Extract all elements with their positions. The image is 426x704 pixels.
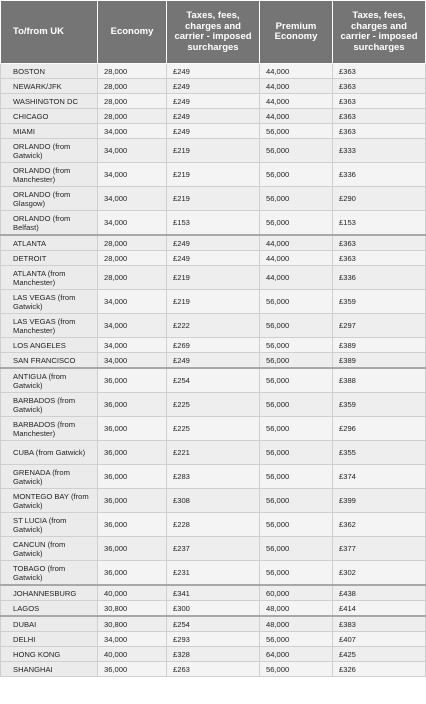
cell-economy-points: 34,000 [98, 632, 167, 647]
cell-economy-taxes: £249 [167, 251, 260, 266]
cell-premium-taxes: £363 [333, 235, 426, 251]
table-row [1, 616, 426, 632]
cell-destination: MONTEGO BAY (from Gatwick) [1, 489, 98, 513]
cell-premium-taxes: £296 [333, 417, 426, 441]
cell-premium-taxes: £336 [333, 163, 426, 187]
cell-premium-taxes: £362 [333, 513, 426, 537]
cell-economy-taxes: £249 [167, 79, 260, 94]
cell-premium-taxes: £389 [333, 338, 426, 353]
header-economy-taxes: Taxes, fees, charges and carrier - imposed surcharges [167, 1, 260, 64]
cell-premium-points: 56,000 [260, 211, 333, 236]
cell-economy-points: 36,000 [98, 368, 167, 393]
table-row [1, 314, 426, 338]
table-row [1, 94, 426, 109]
cell-destination: WASHINGTON DC [1, 94, 98, 109]
cell-destination: ORLANDO (from Belfast) [1, 211, 98, 236]
table-row [1, 513, 426, 537]
cell-premium-points: 56,000 [260, 417, 333, 441]
cell-destination: SAN FRANCISCO [1, 353, 98, 369]
cell-economy-points: 28,000 [98, 251, 167, 266]
cell-economy-points: 30,800 [98, 616, 167, 632]
table-row [1, 489, 426, 513]
cell-economy-taxes: £269 [167, 338, 260, 353]
cell-economy-points: 40,000 [98, 585, 167, 601]
cell-premium-points: 56,000 [260, 187, 333, 211]
cell-economy-points: 36,000 [98, 441, 167, 465]
cell-destination: HONG KONG [1, 647, 98, 662]
cell-economy-points: 28,000 [98, 109, 167, 124]
table-row [1, 465, 426, 489]
cell-premium-points: 56,000 [260, 632, 333, 647]
cell-destination: MIAMI [1, 124, 98, 139]
cell-premium-taxes: £363 [333, 109, 426, 124]
cell-economy-points: 34,000 [98, 290, 167, 314]
cell-economy-points: 36,000 [98, 513, 167, 537]
cell-premium-taxes: £333 [333, 139, 426, 163]
cell-premium-taxes: £359 [333, 393, 426, 417]
cell-destination: DETROIT [1, 251, 98, 266]
cell-destination: DUBAI [1, 616, 98, 632]
cell-economy-points: 36,000 [98, 561, 167, 586]
cell-premium-taxes: £389 [333, 353, 426, 369]
header-premium-taxes: Taxes, fees, charges and carrier - imposed surcharges [333, 1, 426, 64]
cell-destination: ATLANTA [1, 235, 98, 251]
table-row [1, 235, 426, 251]
cell-premium-points: 44,000 [260, 64, 333, 79]
cell-premium-taxes: £326 [333, 662, 426, 677]
cell-economy-taxes: £328 [167, 647, 260, 662]
cell-premium-points: 56,000 [260, 338, 333, 353]
table-row [1, 266, 426, 290]
cell-economy-points: 36,000 [98, 662, 167, 677]
cell-economy-points: 34,000 [98, 314, 167, 338]
table-row [1, 251, 426, 266]
cell-economy-taxes: £249 [167, 64, 260, 79]
cell-premium-points: 56,000 [260, 537, 333, 561]
cell-destination: TOBAGO (from Gatwick) [1, 561, 98, 586]
cell-premium-taxes: £297 [333, 314, 426, 338]
cell-economy-points: 28,000 [98, 79, 167, 94]
cell-destination: JOHANNESBURG [1, 585, 98, 601]
cell-destination: LAGOS [1, 601, 98, 617]
cell-destination: ST LUCIA (from Gatwick) [1, 513, 98, 537]
table-row [1, 163, 426, 187]
cell-premium-taxes: £290 [333, 187, 426, 211]
cell-destination: ORLANDO (from Glasgow) [1, 187, 98, 211]
cell-premium-points: 56,000 [260, 139, 333, 163]
cell-premium-taxes: £355 [333, 441, 426, 465]
cell-destination: BARBADOS (from Manchester) [1, 417, 98, 441]
table-row [1, 585, 426, 601]
cell-premium-points: 64,000 [260, 647, 333, 662]
cell-destination: ATLANTA (from Manchester) [1, 266, 98, 290]
cell-destination: BARBADOS (from Gatwick) [1, 393, 98, 417]
cell-economy-points: 36,000 [98, 489, 167, 513]
cell-destination: ORLANDO (from Gatwick) [1, 139, 98, 163]
cell-premium-points: 56,000 [260, 314, 333, 338]
header-economy: Economy [98, 1, 167, 64]
cell-premium-points: 44,000 [260, 94, 333, 109]
cell-economy-points: 34,000 [98, 163, 167, 187]
cell-economy-points: 28,000 [98, 64, 167, 79]
cell-premium-taxes: £363 [333, 94, 426, 109]
cell-economy-taxes: £225 [167, 417, 260, 441]
cell-economy-taxes: £249 [167, 353, 260, 369]
cell-premium-points: 56,000 [260, 393, 333, 417]
table-row [1, 338, 426, 353]
cell-premium-taxes: £336 [333, 266, 426, 290]
table-row [1, 632, 426, 647]
cell-premium-taxes: £359 [333, 290, 426, 314]
cell-economy-points: 28,000 [98, 94, 167, 109]
table-row [1, 139, 426, 163]
cell-destination: GRENADA (from Gatwick) [1, 465, 98, 489]
cell-economy-taxes: £283 [167, 465, 260, 489]
table-row [1, 662, 426, 677]
table-row [1, 109, 426, 124]
table-row [1, 647, 426, 662]
cell-premium-taxes: £383 [333, 616, 426, 632]
table-body [1, 64, 426, 677]
cell-destination: DELHI [1, 632, 98, 647]
table-row [1, 79, 426, 94]
cell-premium-taxes: £363 [333, 64, 426, 79]
cell-economy-taxes: £219 [167, 163, 260, 187]
cell-economy-taxes: £237 [167, 537, 260, 561]
cell-economy-taxes: £222 [167, 314, 260, 338]
cell-premium-points: 44,000 [260, 109, 333, 124]
cell-premium-points: 56,000 [260, 368, 333, 393]
cell-economy-points: 34,000 [98, 187, 167, 211]
cell-premium-points: 60,000 [260, 585, 333, 601]
cell-economy-taxes: £249 [167, 109, 260, 124]
cell-premium-points: 56,000 [260, 290, 333, 314]
cell-economy-taxes: £308 [167, 489, 260, 513]
cell-destination: LOS ANGELES [1, 338, 98, 353]
table-row [1, 393, 426, 417]
cell-economy-taxes: £249 [167, 124, 260, 139]
cell-destination: LAS VEGAS (from Gatwick) [1, 290, 98, 314]
cell-economy-taxes: £249 [167, 94, 260, 109]
cell-economy-taxes: £219 [167, 139, 260, 163]
cell-premium-taxes: £388 [333, 368, 426, 393]
table-row [1, 187, 426, 211]
cell-premium-points: 56,000 [260, 513, 333, 537]
table-row [1, 353, 426, 369]
cell-economy-points: 36,000 [98, 537, 167, 561]
cell-economy-points: 36,000 [98, 417, 167, 441]
cell-premium-taxes: £363 [333, 79, 426, 94]
table-row [1, 368, 426, 393]
cell-premium-points: 44,000 [260, 266, 333, 290]
cell-economy-taxes: £153 [167, 211, 260, 236]
cell-destination: ANTIGUA (from Gatwick) [1, 368, 98, 393]
cell-economy-points: 34,000 [98, 211, 167, 236]
cell-economy-taxes: £263 [167, 662, 260, 677]
cell-economy-points: 36,000 [98, 465, 167, 489]
cell-economy-points: 40,000 [98, 647, 167, 662]
table-row [1, 561, 426, 586]
cell-economy-taxes: £221 [167, 441, 260, 465]
cell-premium-points: 44,000 [260, 79, 333, 94]
cell-premium-taxes: £414 [333, 601, 426, 617]
cell-premium-points: 56,000 [260, 465, 333, 489]
cell-premium-points: 56,000 [260, 489, 333, 513]
cell-economy-taxes: £341 [167, 585, 260, 601]
cell-destination: SHANGHAI [1, 662, 98, 677]
header-row [1, 1, 426, 64]
cell-premium-points: 56,000 [260, 561, 333, 586]
cell-economy-taxes: £219 [167, 187, 260, 211]
cell-economy-taxes: £219 [167, 290, 260, 314]
table-header [1, 1, 426, 64]
cell-destination: ORLANDO (from Manchester) [1, 163, 98, 187]
cell-economy-taxes: £300 [167, 601, 260, 617]
cell-premium-taxes: £302 [333, 561, 426, 586]
table-row [1, 601, 426, 617]
cell-premium-points: 56,000 [260, 124, 333, 139]
cell-economy-points: 34,000 [98, 139, 167, 163]
cell-destination: BOSTON [1, 64, 98, 79]
cell-economy-points: 34,000 [98, 353, 167, 369]
cell-destination: CUBA (from Gatwick) [1, 441, 98, 465]
cell-destination: CANCUN (from Gatwick) [1, 537, 98, 561]
cell-economy-taxes: £293 [167, 632, 260, 647]
cell-premium-points: 56,000 [260, 353, 333, 369]
table-row [1, 64, 426, 79]
table-row [1, 417, 426, 441]
cell-destination: NEWARK/JFK [1, 79, 98, 94]
cell-premium-points: 56,000 [260, 662, 333, 677]
cell-premium-taxes: £399 [333, 489, 426, 513]
table-row [1, 441, 426, 465]
cell-premium-points: 56,000 [260, 163, 333, 187]
cell-premium-taxes: £407 [333, 632, 426, 647]
cell-economy-taxes: £254 [167, 616, 260, 632]
cell-premium-taxes: £363 [333, 124, 426, 139]
cell-premium-points: 48,000 [260, 616, 333, 632]
header-premium-economy: Premium Economy [260, 1, 333, 64]
cell-destination: CHICAGO [1, 109, 98, 124]
cell-premium-taxes: £425 [333, 647, 426, 662]
header-destination: To/from UK [1, 1, 98, 64]
cell-economy-taxes: £219 [167, 266, 260, 290]
cell-destination: LAS VEGAS (from Manchester) [1, 314, 98, 338]
cell-economy-taxes: £249 [167, 235, 260, 251]
table-row [1, 211, 426, 236]
table-row [1, 124, 426, 139]
cell-premium-points: 48,000 [260, 601, 333, 617]
cell-economy-taxes: £254 [167, 368, 260, 393]
cell-economy-points: 36,000 [98, 393, 167, 417]
cell-economy-taxes: £228 [167, 513, 260, 537]
cell-premium-taxes: £153 [333, 211, 426, 236]
cell-premium-taxes: £377 [333, 537, 426, 561]
cell-premium-taxes: £374 [333, 465, 426, 489]
cell-economy-points: 34,000 [98, 124, 167, 139]
cell-premium-points: 44,000 [260, 251, 333, 266]
cell-premium-taxes: £438 [333, 585, 426, 601]
cell-economy-points: 28,000 [98, 235, 167, 251]
cell-premium-taxes: £363 [333, 251, 426, 266]
table-row [1, 537, 426, 561]
cell-economy-taxes: £231 [167, 561, 260, 586]
cell-premium-points: 56,000 [260, 441, 333, 465]
cell-economy-points: 28,000 [98, 266, 167, 290]
table-row [1, 290, 426, 314]
cell-economy-taxes: £225 [167, 393, 260, 417]
cell-economy-points: 34,000 [98, 338, 167, 353]
cell-economy-points: 30,800 [98, 601, 167, 617]
cell-premium-points: 44,000 [260, 235, 333, 251]
